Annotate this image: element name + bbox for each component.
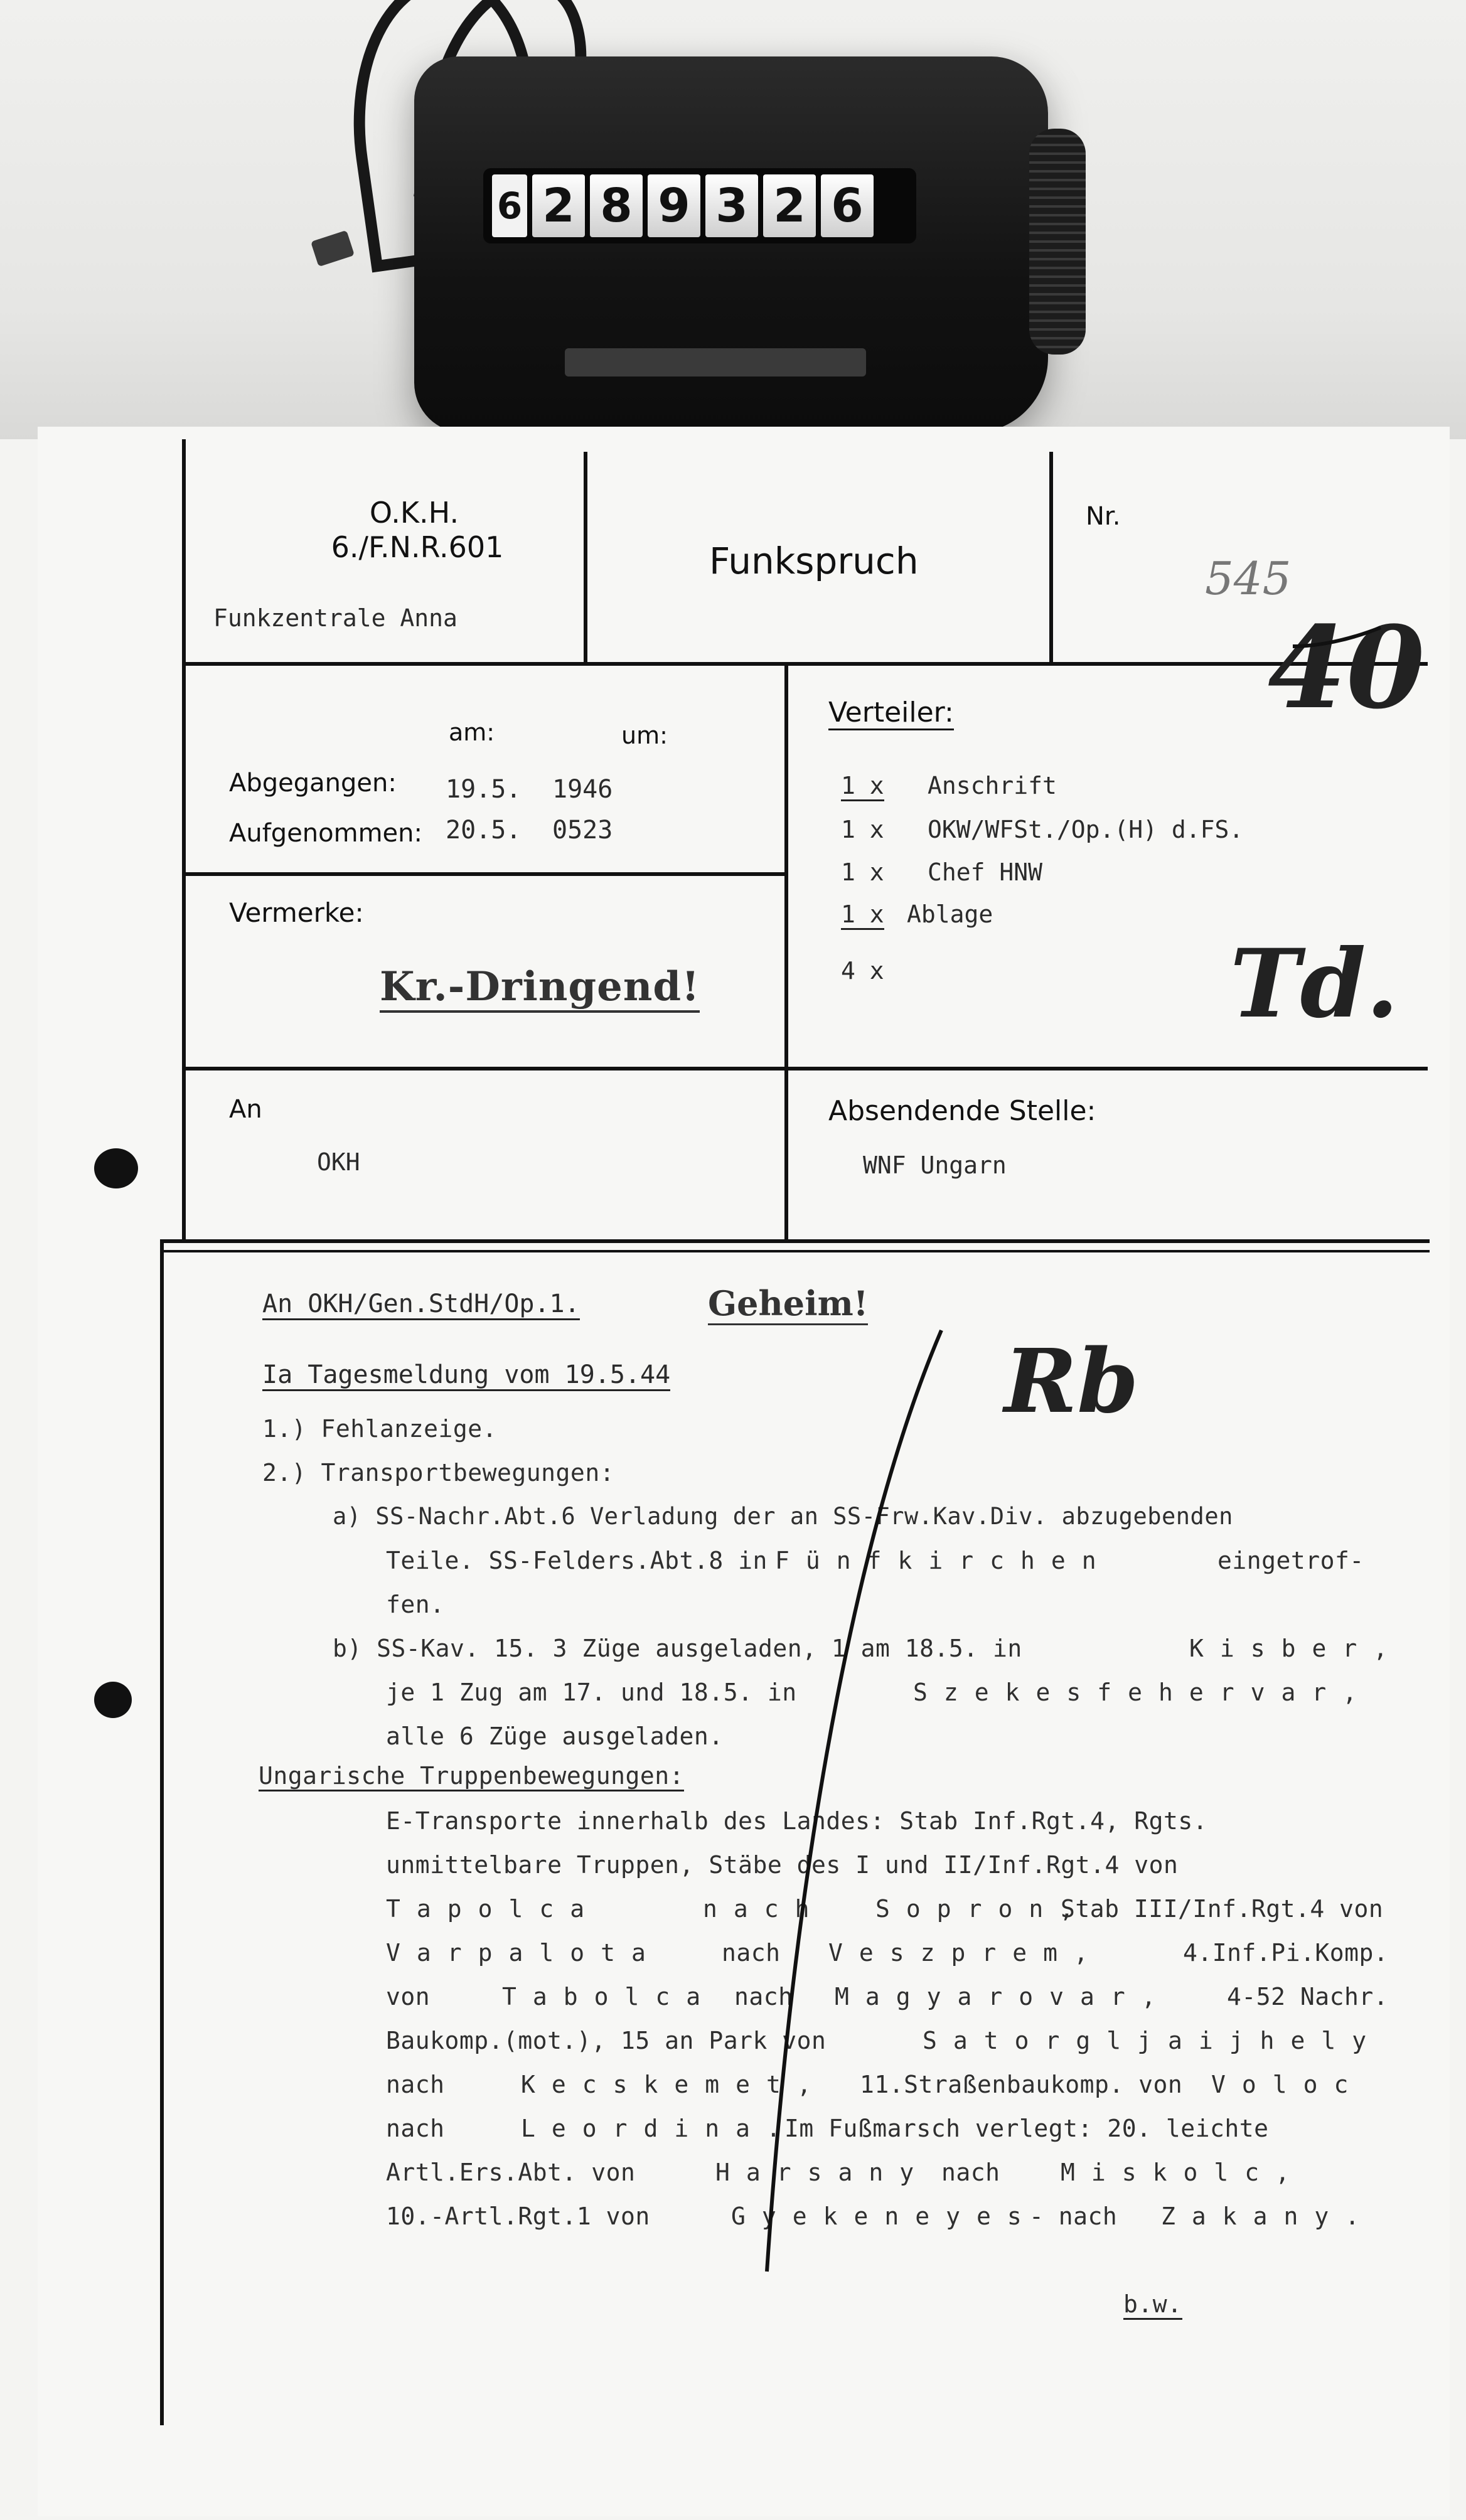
um-label: um: bbox=[621, 722, 668, 749]
aufgenommen-label: Aufgenommen: bbox=[229, 819, 422, 848]
form-title: Funkspruch bbox=[709, 540, 919, 582]
verteiler-recipient: Chef HNW bbox=[928, 858, 1043, 886]
aufgenommen-date: 20.5. bbox=[446, 816, 522, 845]
counter-digit: 3 bbox=[705, 174, 758, 237]
section-heading: Ungarische Truppenbewegungen: bbox=[259, 1762, 684, 1791]
message-word: nach bbox=[386, 2071, 445, 2098]
message-address: An OKH/Gen.StdH/Op.1. bbox=[262, 1289, 580, 1320]
place-name: Leordina. bbox=[521, 2115, 797, 2142]
message-line: 2.) Transportbewegungen: bbox=[262, 1459, 615, 1487]
counter-digit: 2 bbox=[532, 174, 585, 237]
message-line: Artl.Ers.Abt. von bbox=[386, 2159, 636, 2186]
message-line: b) SS-Kav. 15. 3 Züge ausgeladen, 1 am 18.5. in bbox=[333, 1635, 1022, 1662]
place-name: Fünfkirchen bbox=[775, 1547, 1113, 1574]
place-name: Tabolca bbox=[502, 1983, 717, 2010]
message-word: nach bbox=[703, 1895, 826, 1923]
message-word: von bbox=[386, 1983, 431, 2010]
message-line: 4-52 Nachr. bbox=[1227, 1983, 1389, 2010]
verteiler-count: 1 x bbox=[841, 900, 884, 930]
place-name: Szekesfehervar, bbox=[913, 1679, 1374, 1706]
nr-value-pencil: 545 bbox=[1205, 552, 1292, 605]
verteiler-recipient: Ablage bbox=[907, 900, 993, 928]
org-line1: O.K.H. bbox=[369, 496, 459, 530]
message-line: eingetrof- bbox=[1217, 1547, 1364, 1574]
message-line: E-Transporte innerhalb des Landes: Stab Inf.Rgt.4, Rgts. bbox=[386, 1807, 1208, 1835]
verteiler-count: 1 x bbox=[841, 772, 884, 801]
place-name: Tapolca bbox=[386, 1895, 601, 1923]
counter-digit: 2 bbox=[763, 174, 816, 237]
am-label: am: bbox=[449, 718, 495, 746]
station-name: Funkzentrale Anna bbox=[213, 604, 457, 632]
place-name: Sopron, bbox=[875, 1895, 1091, 1923]
message-line: Stab III/Inf.Rgt.4 von bbox=[1061, 1895, 1384, 1923]
message-word: nach bbox=[722, 1939, 781, 1967]
an-value: OKH bbox=[317, 1148, 360, 1176]
message-line: fen. bbox=[386, 1591, 445, 1618]
org-line2: 6./F.N.R.601 bbox=[331, 530, 504, 564]
message-line: a) SS-Nachr.Abt.6 Verladung der an SS-Frw.Kav.Div. abzugebenden bbox=[333, 1503, 1233, 1530]
message-line: je 1 Zug am 17. und 18.5. in bbox=[386, 1679, 797, 1706]
message-subject: Ia Tagesmeldung vom 19.5.44 bbox=[262, 1360, 670, 1391]
counter-digit: 6 bbox=[492, 174, 527, 237]
counter-digit: 6 bbox=[821, 174, 874, 237]
place-name: Kisber, bbox=[1189, 1635, 1404, 1662]
place-name: Zakany. bbox=[1161, 2202, 1376, 2230]
place-name: Gyekeneyes bbox=[731, 2202, 1038, 2230]
verteiler-count: 1 x bbox=[841, 858, 884, 886]
place-name: Harsany bbox=[715, 2159, 931, 2186]
verteiler-initials: Td. bbox=[1230, 929, 1399, 1039]
verteiler-label: Verteiler: bbox=[828, 697, 954, 730]
message-word: nach bbox=[941, 2159, 1000, 2186]
message-line: 4.Inf.Pi.Komp. bbox=[1183, 1939, 1389, 1967]
absender-value: WNF Ungarn bbox=[863, 1151, 1007, 1179]
message-line: unmittelbare Truppen, Stäbe des I und II/Inf.Rgt.4 von bbox=[386, 1851, 1179, 1879]
message-line: Teile. SS-Felders.Abt.8 in bbox=[386, 1547, 768, 1574]
aufgenommen-time: 0523 bbox=[552, 816, 613, 845]
an-label: An bbox=[229, 1095, 262, 1124]
absender-label: Absendende Stelle: bbox=[828, 1095, 1096, 1127]
urgent-stamp: Kr.-Dringend! bbox=[380, 963, 700, 1013]
message-word: - nach bbox=[1029, 2202, 1118, 2230]
secret-stamp: Geheim! bbox=[708, 1283, 868, 1325]
abgegangen-label: Abgegangen: bbox=[229, 769, 397, 798]
message-line: 1.) Fehlanzeige. bbox=[262, 1415, 498, 1443]
place-name: Voloc bbox=[1211, 2071, 1365, 2098]
abgegangen-date: 19.5. bbox=[446, 775, 522, 804]
message-line: Im Fußmarsch verlegt: 20. leichte bbox=[784, 2115, 1269, 2142]
message-line: 11.Straßenbaukomp. von bbox=[860, 2071, 1183, 2098]
abgegangen-time: 1946 bbox=[552, 775, 613, 804]
message-word: nach bbox=[734, 1983, 793, 2010]
place-name: Veszprem, bbox=[828, 1939, 1105, 1967]
message-line: Baukomp.(mot.), 15 an Park von bbox=[386, 2027, 827, 2054]
counter-digit: 9 bbox=[648, 174, 700, 237]
continue-note: b.w. bbox=[1123, 2290, 1182, 2320]
message-word: nach bbox=[386, 2115, 445, 2142]
place-name: Miskolc, bbox=[1061, 2159, 1307, 2186]
vermerke-label: Vermerke: bbox=[229, 897, 364, 928]
counter-digit: 8 bbox=[590, 174, 643, 237]
message-line: alle 6 Züge ausgeladen. bbox=[386, 1722, 724, 1750]
message-line: 10.-Artl.Rgt.1 von bbox=[386, 2202, 650, 2230]
place-name: Varpalota bbox=[386, 1939, 662, 1967]
place-name: Kecskemet, bbox=[521, 2071, 828, 2098]
message-initials: Rb bbox=[1004, 1330, 1139, 1433]
verteiler-count: 1 x bbox=[841, 816, 884, 843]
verteiler-recipient: OKW/WFSt./Op.(H) d.FS. bbox=[928, 816, 1244, 843]
nr-label: Nr. bbox=[1086, 502, 1121, 531]
place-name: Magyarovar, bbox=[835, 1983, 1172, 2010]
nr-value-ink: 40 bbox=[1268, 602, 1425, 734]
place-name: Satorgljaijhely bbox=[923, 2027, 1383, 2054]
verteiler-recipient: Anschrift bbox=[928, 772, 1057, 799]
verteiler-count: 4 x bbox=[841, 957, 884, 985]
